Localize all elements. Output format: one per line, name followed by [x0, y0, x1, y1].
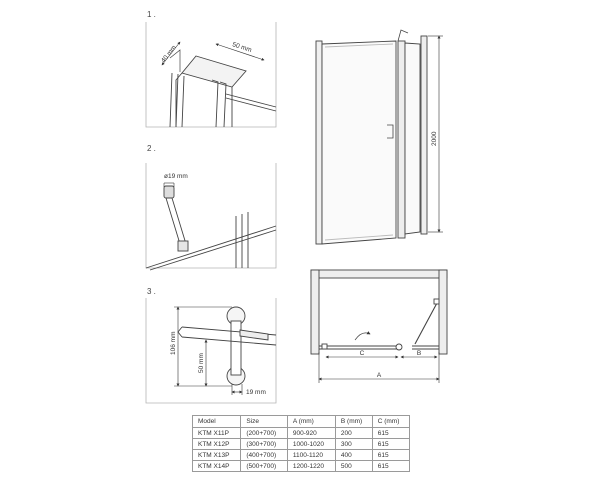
cell-c: 615: [372, 439, 409, 450]
table-header-row: [193, 416, 410, 428]
cell-model: KTM X13P: [193, 450, 241, 461]
cell-size: (400+700): [241, 450, 288, 461]
step-1-label: 1 .: [147, 10, 156, 19]
cell-a: 1100-1120: [287, 450, 335, 461]
table-row: [193, 439, 410, 450]
header-a: A (mm): [287, 416, 335, 428]
header-model: Model: [193, 416, 241, 428]
table-row: [193, 428, 410, 439]
wall-profile-detail: [170, 50, 276, 127]
cell-c: 615: [372, 428, 409, 439]
spec-table: [192, 415, 410, 472]
cell-b: 400: [335, 450, 372, 461]
plan-dim-a-label: A: [376, 372, 382, 379]
hinge-detail: [178, 307, 276, 385]
door-height-label: 2000: [431, 131, 438, 146]
cell-c: 615: [372, 450, 409, 461]
dim-106mm: [174, 307, 232, 386]
dim-106mm-label: 106 mm: [170, 331, 177, 355]
cell-model: KTM X14P: [193, 461, 241, 472]
dim-40mm-label: 40 mm: [160, 44, 178, 65]
panel-3-frame: [146, 298, 276, 403]
plan-view: [311, 270, 447, 354]
table-row: [193, 450, 410, 461]
cell-c: 615: [372, 461, 409, 472]
stabilizer-bar-detail: [146, 186, 276, 270]
cell-b: 300: [335, 439, 372, 450]
cell-model: KTM X11P: [193, 428, 241, 439]
cell-size: (500+700): [241, 461, 288, 472]
cell-size: (300+700): [241, 439, 288, 450]
cell-b: 200: [335, 428, 372, 439]
header-c: C (mm): [372, 416, 409, 428]
cell-size: (200+700): [241, 428, 288, 439]
cell-b: 500: [335, 461, 372, 472]
step-3-label: 3 .: [147, 287, 156, 296]
table-row: [193, 461, 410, 472]
dim-dia19-label: ø19 mm: [164, 173, 188, 180]
dim-50mm-label: 50 mm: [231, 41, 253, 55]
step-2-label: 2 .: [147, 144, 156, 153]
cell-a: 900-920: [287, 428, 335, 439]
cell-a: 1200-1220: [287, 461, 335, 472]
dim-19mm: [232, 384, 242, 395]
dim-19mm-label: 19 mm: [246, 389, 266, 396]
dim-50mm-b-label: 50 mm: [198, 353, 205, 373]
header-size: Size: [241, 416, 288, 428]
plan-dim-c-label: C: [359, 350, 365, 357]
header-b: B (mm): [335, 416, 372, 428]
door-elevation: [316, 30, 427, 244]
plan-dim-b-label: B: [416, 350, 422, 357]
cell-model: KTM X12P: [193, 439, 241, 450]
cell-a: 1000-1020: [287, 439, 335, 450]
